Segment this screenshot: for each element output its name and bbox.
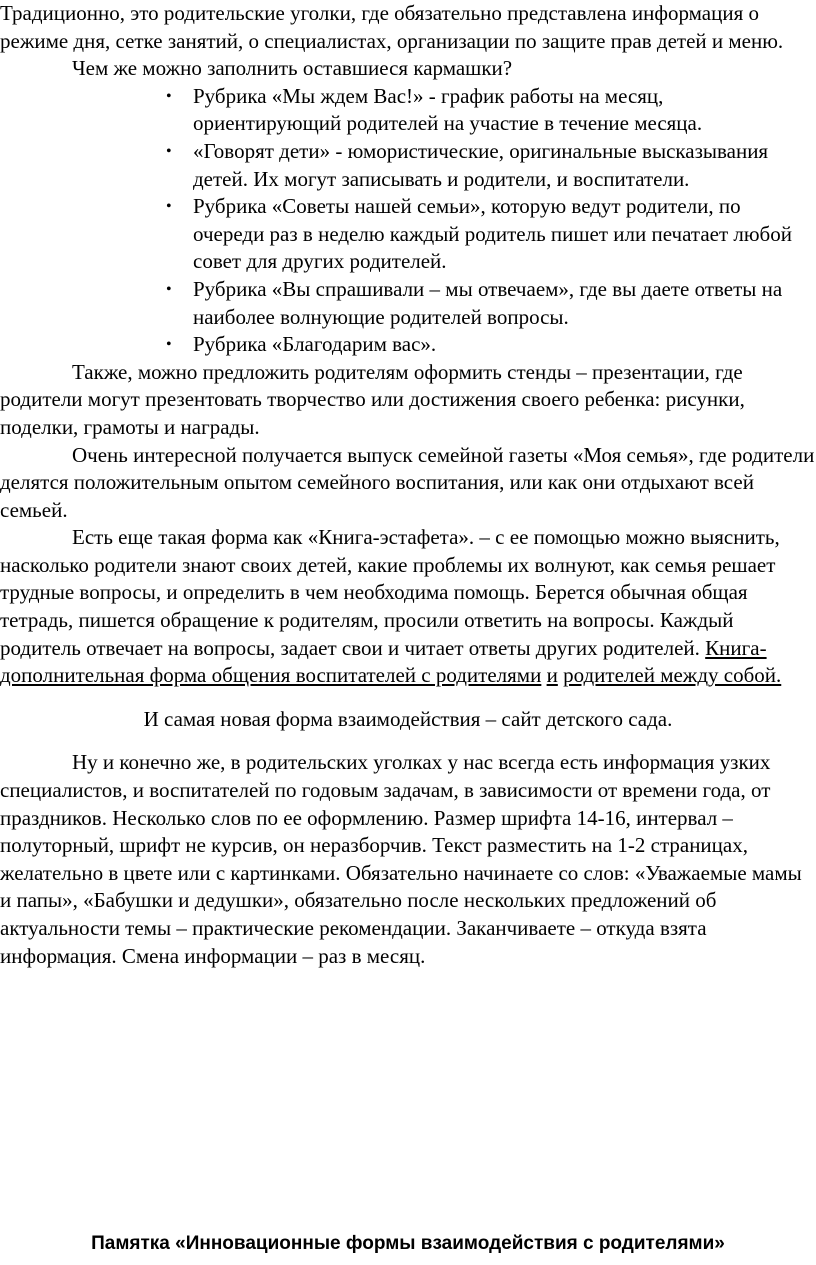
- bullet-icon: •: [166, 336, 172, 354]
- list-item-text: Рубрика «Вы спрашивали – мы отвечаем», где вы даете ответы на наиболее волнующие родителей вопросы.: [193, 276, 783, 329]
- book-text: Есть еще такая форма как «Книга-эстафета». – с ее помощью можно выяснить, насколько родители знают своих детей, какие проблемы их волнуют, как семья решает трудные вопросы, и определить в чем необходима помощь. Берется обычная общая тетрадь, пишется обращение к родителям, просили ответить на вопросы. Каждый родитель отвечает на вопросы, задает свои и читает ответы других родителей.: [0, 525, 780, 660]
- bullet-icon: •: [166, 198, 172, 216]
- bullet-icon: •: [166, 142, 172, 160]
- list-item: [0, 193, 816, 276]
- list-item: [0, 276, 816, 331]
- paragraph-newspaper: Очень интересной получается выпуск семейной газеты «Моя семья», где родители делятся положительным опытом семейного воспитания, или как они отдыхают всей семьей.: [0, 442, 815, 522]
- list-item-text: Рубрика «Советы нашей семьи», которую ведут родители, по очереди раз в неделю каждый родитель пишет или печатает любой совет для других родителей.: [193, 194, 792, 274]
- list-item-text: Рубрика «Мы ждем Вас!» - график работы на месяц, ориентирующий родителей на участие в течение месяца.: [193, 83, 703, 136]
- bullet-icon: •: [166, 280, 172, 298]
- paragraph-intro: Традиционно, это родительские уголки, где обязательно представлена информация о режиме дня, сетке занятий, о специалистах, организации по защите прав детей и меню.: [0, 1, 784, 53]
- paragraph-website: И самая новая форма взаимодействия – сайт детского сада.: [143, 706, 673, 731]
- memo-title: Памятка «Инновационные формы взаимодействия с родителями»: [91, 1233, 725, 1254]
- list-item: [0, 83, 816, 138]
- bullet-list: [0, 83, 816, 359]
- list-item: [0, 138, 816, 193]
- paragraph-book: [0, 524, 816, 690]
- bullet-icon: •: [166, 87, 172, 105]
- paragraph-question: Чем же можно заполнить оставшиеся кармашки?: [72, 56, 513, 81]
- list-item-text: Рубрика «Благодарим вас».: [193, 332, 437, 357]
- book-link-2[interactable]: дополнительная форма общения воспитателей с родителями: [0, 663, 542, 688]
- book-link-1[interactable]: Книга-: [705, 635, 767, 660]
- book-and: и: [546, 663, 558, 688]
- list-item-text: «Говорят дети» - юмористические, оригинальные высказывания детей. Их могут записывать и родители, и воспитатели.: [193, 138, 769, 191]
- book-link-3[interactable]: родителей между собой.: [563, 663, 782, 688]
- paragraph-stands: Также, можно предложить родителям оформить стенды – презентации, где родители могут презентовать творчество или достижения своего ребенка: рисунки, поделки, грамоты и награды.: [0, 359, 745, 439]
- paragraph-corners: Ну и конечно же, в родительских уголках у нас всегда есть информация узких специалистов, и воспитателей по годовым задачам, в зависимости от времени года, от праздников. Несколько слов по ее оформлению. Размер шрифта 14-16, интервал – полуторный, шрифт не курсив, он неразборчив. Текст разместить на 1-2 страницах, желательно в цвете или с картинками. Обязательно начинаете со слов: «Уважаемые мамы и папы», «Бабушки и дедушки», обязательно после нескольких предложений об актуальности темы – практические рекомендации. Заканчиваете – откуда взята информация. Смена информации – раз в месяц.: [0, 750, 802, 968]
- list-item: [0, 331, 816, 359]
